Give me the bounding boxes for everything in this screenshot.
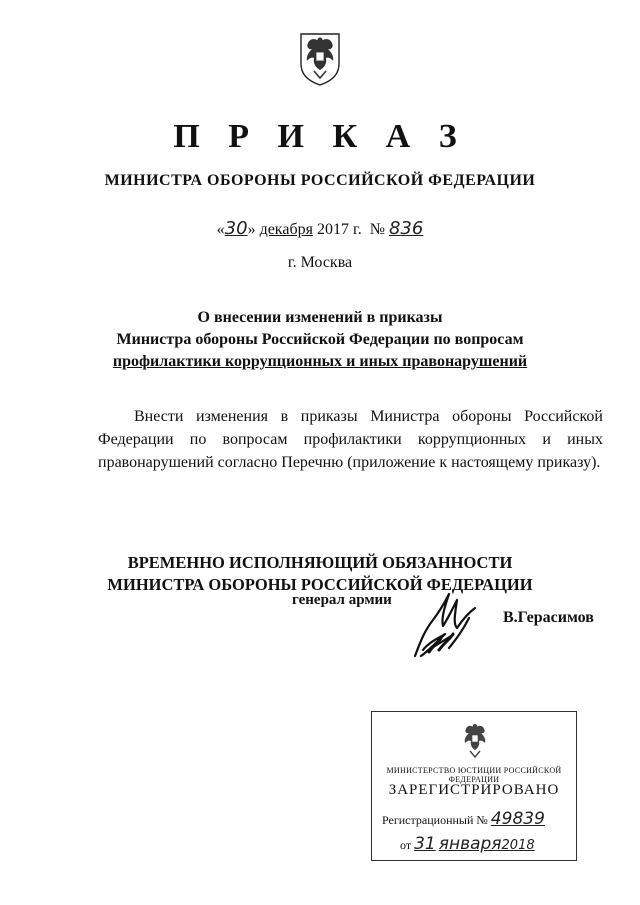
stamp-reg-label: Регистрационный №	[382, 813, 488, 827]
subject-line-2: Министра обороны Российской Федерации по вопросам	[116, 331, 524, 348]
body-paragraph	[98, 405, 603, 474]
stamp-registration-number-line	[382, 809, 545, 829]
order-number: 836	[388, 218, 424, 239]
handwritten-signature	[405, 590, 487, 665]
subject-line-3: профилактики коррупционных и иных правонарушений	[112, 353, 528, 370]
date-number-line	[0, 218, 640, 239]
stamp-status: ЗАРЕГИСТРИРОВАНО	[388, 782, 560, 798]
number-sign: №	[369, 221, 385, 238]
stamp-date-year: 2018	[501, 838, 535, 853]
signatory-position-line-1: ВРЕМЕННО ИСПОЛНЯЮЩИЙ ОБЯЗАННОСТИ	[127, 553, 513, 572]
registration-stamp	[371, 711, 577, 861]
body-text: Внести изменения в приказы Министра обороны Российской Федерации по вопросам профилактики коррупционных и иных правонарушений согласно Перечню (приложение к настоящему приказу).	[98, 408, 603, 471]
order-year: 2017 г.	[316, 221, 362, 238]
stamp-reg-number: 49839	[490, 809, 545, 829]
signatory-name: В.Герасимов	[503, 609, 594, 626]
document-type-title: П Р И К А З	[173, 118, 467, 155]
stamp-date-month: января	[438, 834, 502, 854]
quote-close: »	[247, 221, 256, 238]
stamp-eagle-icon	[458, 720, 492, 760]
order-month: декабря	[259, 221, 313, 238]
subject-line-1: О внесении изменений в приказы	[197, 309, 443, 326]
signatory-rank: генерал армии	[292, 592, 392, 608]
coat-of-arms-emblem	[297, 30, 343, 91]
signatory-position-line-2: МИНИСТРА ОБОРОНЫ РОССИЙСКОЙ ФЕДЕРАЦИИ	[107, 575, 533, 594]
city-line: г. Москва	[287, 254, 353, 271]
subject-block	[0, 307, 640, 373]
signatory-position	[0, 552, 640, 596]
order-day: 30	[224, 218, 248, 239]
stamp-date-day: 31	[414, 834, 436, 854]
issuer-heading: МИНИСТРА ОБОРОНЫ РОССИЙСКОЙ ФЕДЕРАЦИИ	[104, 172, 536, 189]
stamp-date-label: от	[400, 838, 412, 852]
stamp-ministry: МИНИСТЕРСТВО ЮСТИЦИИ РОССИЙСКОЙ ФЕДЕРАЦИИ	[386, 766, 562, 784]
double-headed-eagle-icon	[297, 30, 343, 86]
stamp-date-line	[400, 834, 535, 854]
quote-open: «	[216, 221, 225, 238]
